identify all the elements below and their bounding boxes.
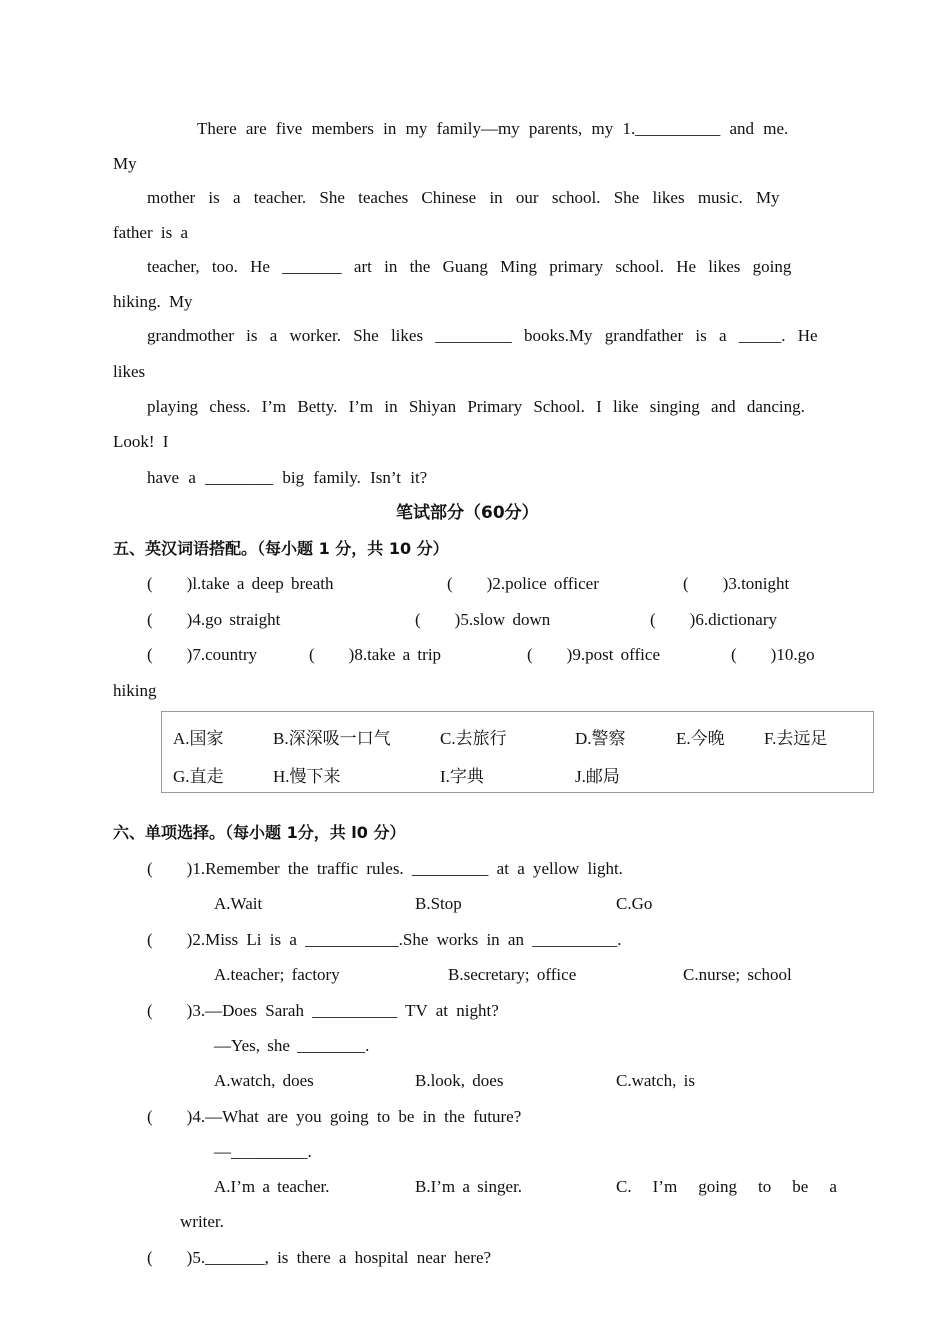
s6-q4-opt-b: B.I’m a singer.	[415, 1177, 523, 1196]
s5-item-2: ( )2.police officer	[447, 574, 599, 593]
s6-q4-opt-c-cont: writer.	[180, 1212, 224, 1231]
s6-q4-opt-c-word: C.	[616, 1177, 632, 1196]
s6-q3-reply: —Yes, she ________.	[214, 1036, 370, 1055]
section6-title: 六、单项选择。（每小题 1分，共 l0 分）	[113, 823, 406, 842]
s5-option-d: D.警察	[575, 729, 626, 748]
s6-q3-opt-b: B.look, does	[415, 1071, 504, 1090]
s5-option-c: C.去旅行	[440, 729, 507, 748]
s6-q2-opt-a: A.teacher; factory	[214, 965, 340, 984]
s5-item-10: ( )10.go	[731, 645, 815, 664]
s5-option-g: G.直走	[173, 767, 224, 786]
s6-q4-opt-c-word: going	[698, 1177, 737, 1196]
passage-line-1	[197, 118, 837, 140]
s5-option-j: J.邮局	[575, 767, 620, 786]
s6-q1-opt-b: B.Stop	[415, 894, 462, 913]
passage-line-5: playing chess. I’m Betty. I’m in Shiyan Primary School. I like singing and dancing.	[147, 397, 805, 416]
section5-title: 五、英汉词语搭配。（每小题 1 分，共 10 分）	[113, 539, 449, 558]
s6-q3-opt-c: C.watch, is	[616, 1071, 696, 1090]
s6-q3: ( )3.—Does Sarah __________ TV at night?	[147, 1001, 499, 1020]
passage-line-4b: likes	[113, 362, 146, 381]
s6-q5: ( )5._______, is there a hospital near here?	[147, 1248, 492, 1267]
s6-q2: ( )2.Miss Li is a ___________.She works in an __________.	[147, 930, 622, 949]
s6-q2-opt-b: B.secretary; office	[448, 965, 577, 984]
s6-q4-opt-c-word: be	[792, 1177, 809, 1196]
s6-q4-opt-a: A.I’m a teacher.	[214, 1177, 330, 1196]
s5-item-3: ( )3.tonight	[683, 574, 790, 593]
s5-item-7: ( )7.country	[147, 645, 258, 664]
s6-q4: ( )4.—What are you going to be in the future?	[147, 1107, 522, 1126]
s5-item-4: ( )4.go straight	[147, 610, 281, 629]
s5-item-6: ( )6.dictionary	[650, 610, 777, 629]
s6-q1-opt-c: C.Go	[616, 894, 653, 913]
passage-line-1b: My	[113, 154, 137, 173]
passage-line-6: have a ________ big family. Isn’t it?	[147, 468, 428, 487]
s5-option-f: F.去远足	[764, 729, 828, 748]
s6-q2-opt-c: C.nurse; school	[683, 965, 792, 984]
s5-option-e: E.今晚	[676, 729, 725, 748]
s5-item-8: ( )8.take a trip	[309, 645, 442, 664]
passage-line-3b: hiking. My	[113, 292, 193, 311]
s6-q3-opt-a: A.watch, does	[214, 1071, 314, 1090]
s6-q4-reply: —_________.	[214, 1142, 312, 1161]
s6-q4-opt-c-word: a	[829, 1177, 837, 1196]
s6-q1: ( )1.Remember the traffic rules. _________ at a yellow light.	[147, 859, 623, 878]
s5-option-b: B.深深吸一口气	[273, 729, 391, 748]
written-section-title: 笔试部分（60分）	[396, 503, 539, 523]
s5-option-i: I.字典	[440, 767, 484, 786]
passage-line-1-text: There are five members in my family—my parents, my 1.__________ and me.	[197, 119, 789, 138]
s5-item-10-cont: hiking	[113, 681, 157, 700]
s6-q4-opt-c	[616, 1176, 837, 1198]
passage-line-3: teacher, too. He _______ art in the Guang Ming primary school. He likes going	[147, 257, 792, 276]
passage-line-5b: Look! I	[113, 432, 169, 451]
s6-q4-opt-c-word: I’m	[652, 1177, 678, 1196]
s5-option-h: H.慢下来	[273, 767, 341, 786]
s6-q4-opt-c-word: to	[758, 1177, 772, 1196]
s5-item-9: ( )9.post office	[527, 645, 660, 664]
s5-options-box	[161, 711, 874, 793]
passage-line-4: grandmother is a worker. She likes _________ books.My grandfather is a _____. He	[147, 326, 818, 345]
s5-item-1: ( )l.take a deep breath	[147, 574, 334, 593]
passage-line-2b: father is a	[113, 223, 189, 242]
s5-option-a: A.国家	[173, 729, 224, 748]
s5-item-5: ( )5.slow down	[415, 610, 551, 629]
s6-q1-opt-a: A.Wait	[214, 894, 263, 913]
passage-line-2: mother is a teacher. She teaches Chinese in our school. She likes music. My	[147, 188, 780, 207]
